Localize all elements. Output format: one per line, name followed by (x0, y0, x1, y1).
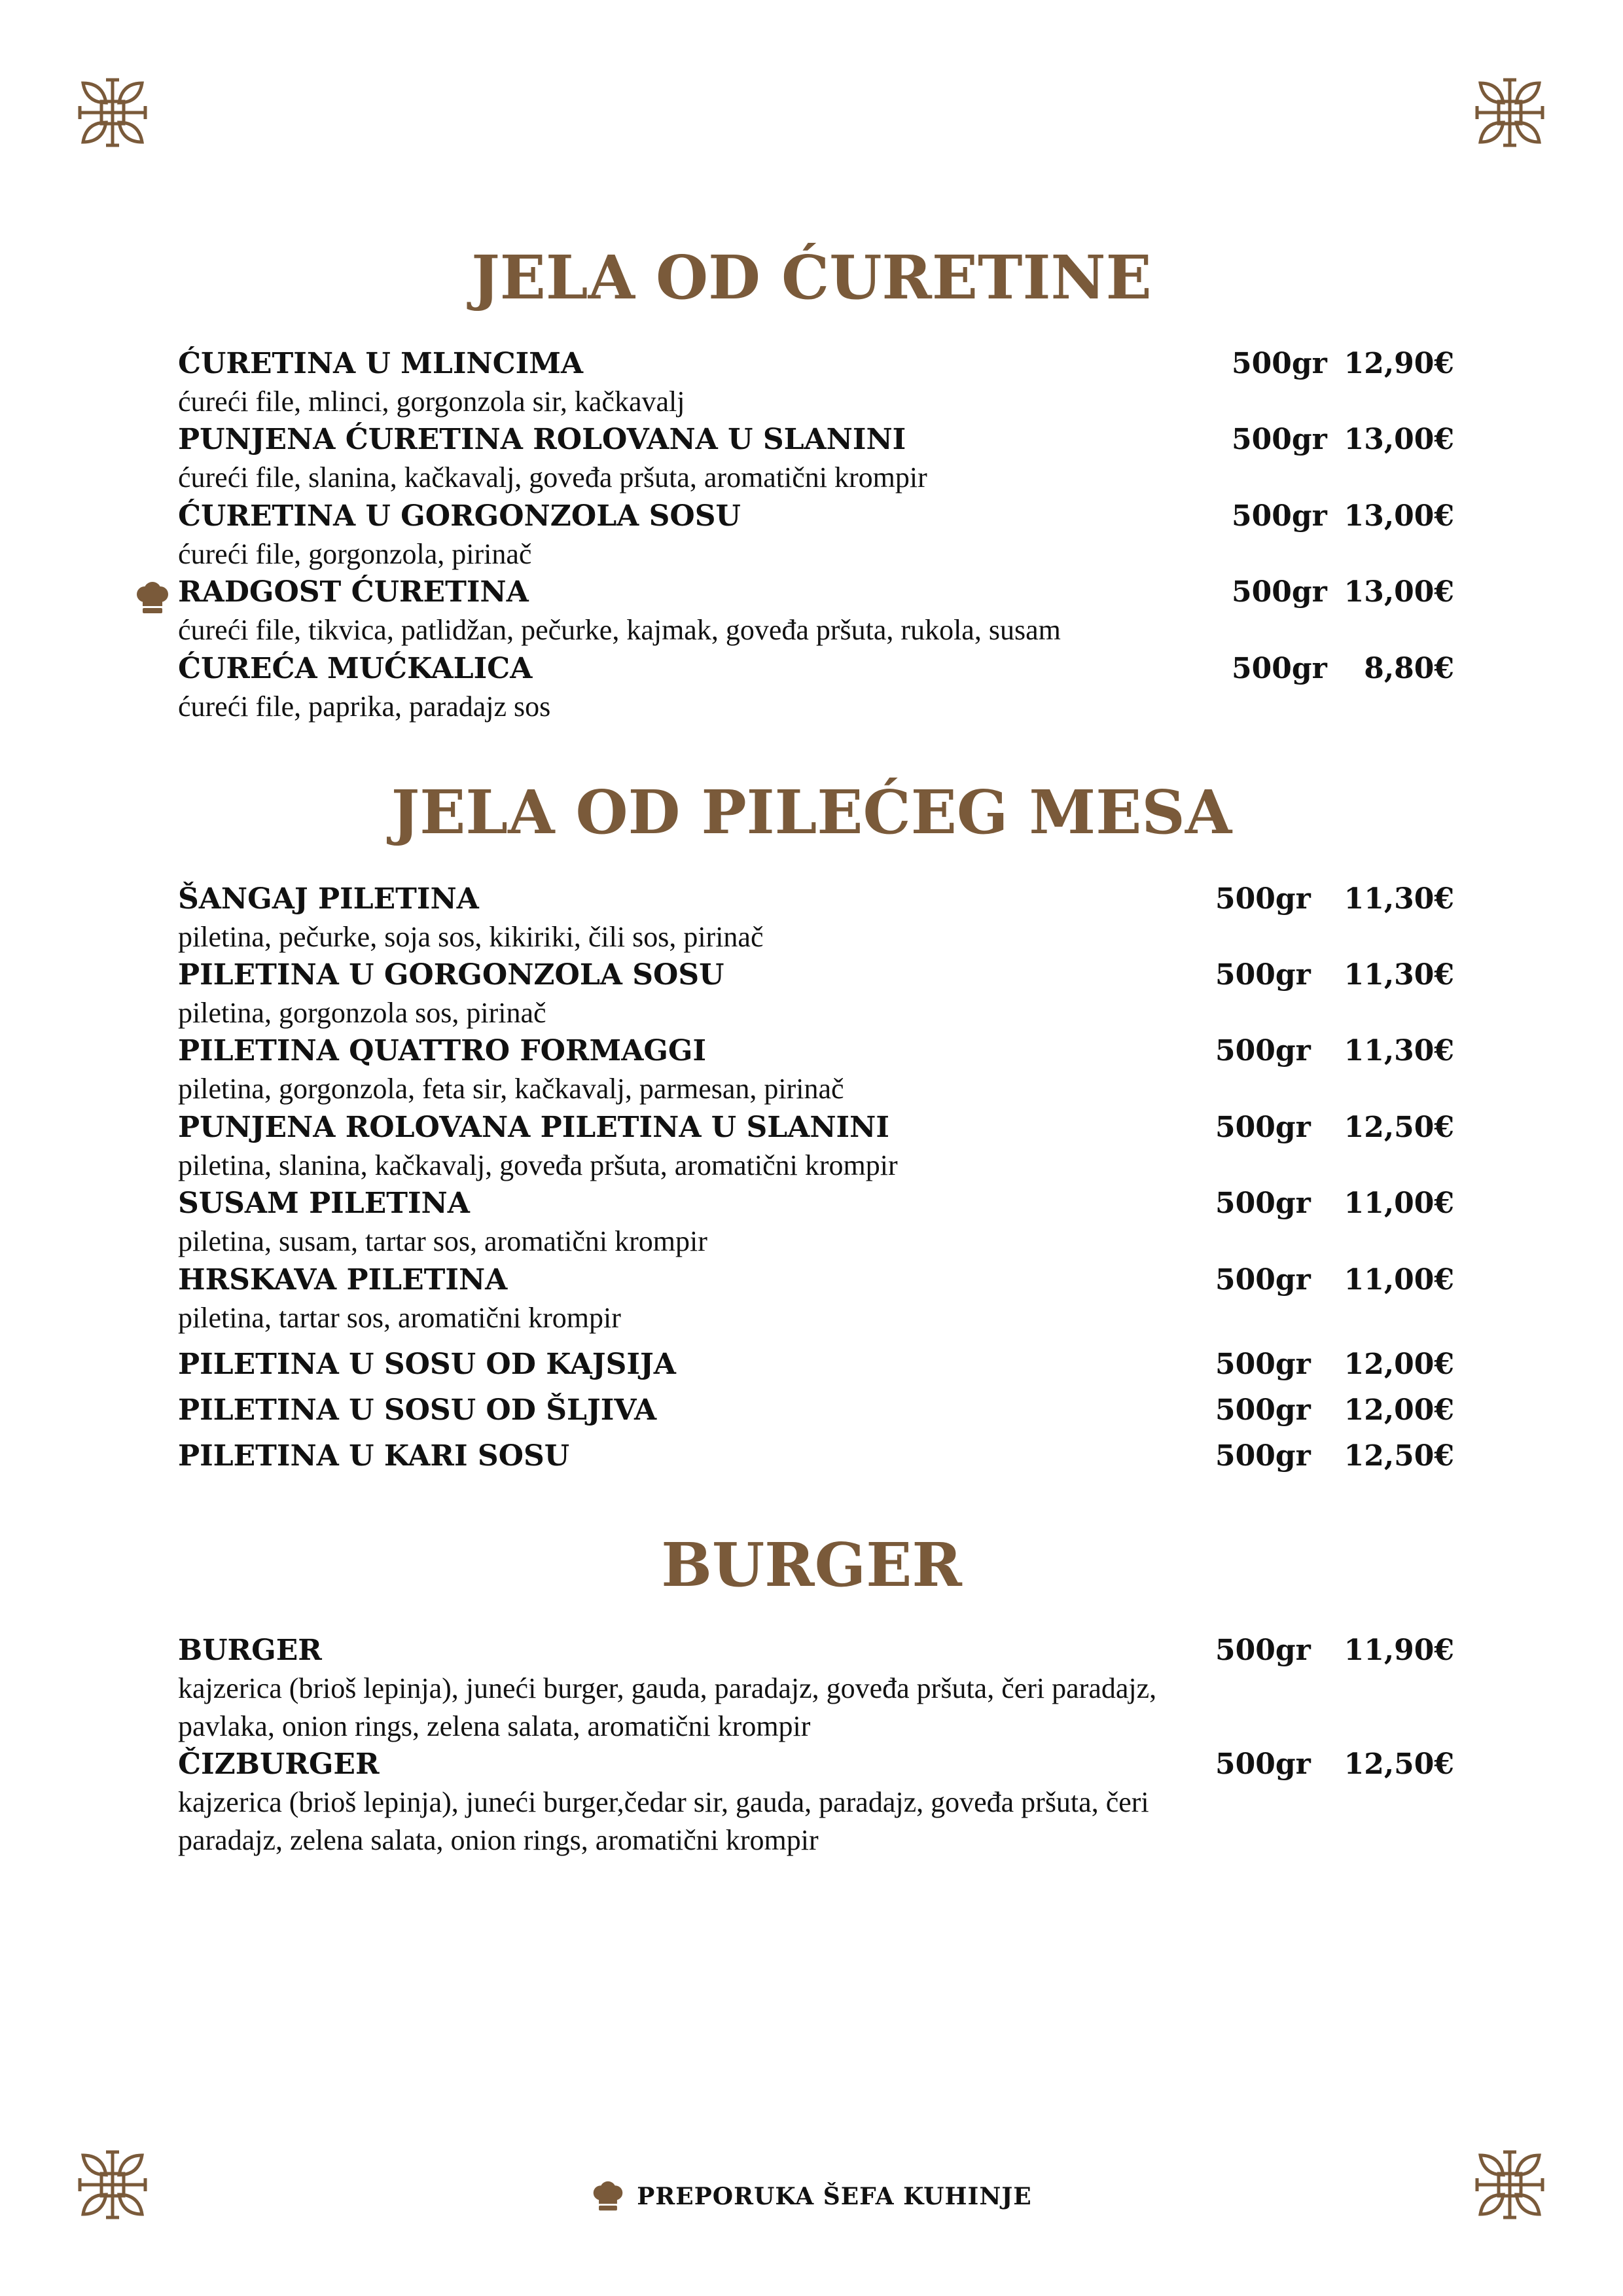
menu-item (178, 1109, 1454, 1185)
menu-item (178, 1632, 1454, 1746)
corner-ornament-icon (1474, 77, 1546, 149)
item-name: RADGOST ĆURETINA (178, 575, 529, 609)
item-name: PILETINA QUATTRO FORMAGGI (178, 1034, 707, 1067)
item-price: 12,50€ (1344, 1439, 1454, 1473)
menu-item (178, 1185, 1454, 1261)
item-weight: 500gr (1215, 1263, 1311, 1297)
item-name: PILETINA U SOSU OD KAJSIJA (178, 1348, 676, 1381)
item-price: 11,00€ (1344, 1187, 1454, 1220)
item-description: ćureći file, gorgonzola, pirinač (178, 538, 532, 570)
item-weight: 500gr (1215, 1393, 1311, 1427)
item-price: 12,50€ (1344, 1111, 1454, 1144)
item-description: piletina, susam, tartar sos, aromatični krompir (178, 1225, 707, 1257)
item-description: kajzerica (brioš lepinja), juneći burger, gauda, paradajz, goveđa pršuta, čeri paradajz, pavlaka, onion rings, zelena salata, aromatični krompir (178, 1672, 1157, 1742)
item-weight: 500gr (1215, 1111, 1311, 1144)
item-description: kajzerica (brioš lepinja), juneći burger,čedar sir, gauda, paradajz, goveđa pršuta, čeri paradajz, zelena salata, onion rings, aromatični krompir (178, 1786, 1149, 1856)
menu-item (178, 1437, 1454, 1475)
item-name: ĆURETINA U MLINCIMA (178, 347, 584, 380)
item-weight: 500gr (1215, 1439, 1311, 1473)
item-description: piletina, slanina, kačkavalj, goveđa pršuta, aromatični krompir (178, 1149, 898, 1181)
item-weight: 500gr (1215, 882, 1311, 916)
item-name: ĆURETINA U GORGONZOLA SOSU (178, 499, 741, 533)
menu-item (178, 345, 1454, 421)
menu-item (178, 1346, 1454, 1384)
menu-item (178, 573, 1454, 649)
item-name: PUNJENA ĆURETINA ROLOVANA U SLANINI (178, 423, 906, 456)
item-price: 11,30€ (1344, 1034, 1454, 1067)
item-weight: 500gr (1232, 347, 1327, 380)
menu-item (178, 1261, 1454, 1337)
menu-item (178, 497, 1454, 573)
item-price: 13,00€ (1344, 423, 1454, 456)
menu-item (178, 1746, 1454, 1859)
footer-legend-text: PREPORUKA ŠEFA KUHINJE (637, 2183, 1032, 2210)
item-description: ćureći file, tikvica, patlidžan, pečurke, kajmak, goveđa pršuta, rukola, susam (178, 614, 1061, 646)
item-name: ĆUREĆA MUĆKALICA (178, 652, 533, 685)
footer-legend (0, 2179, 1623, 2216)
menu-item (178, 880, 1454, 956)
item-price: 8,80€ (1364, 652, 1454, 685)
item-description: ćureći file, paprika, paradajz sos (178, 691, 551, 723)
item-description: piletina, pečurke, soja sos, kikiriki, čili sos, pirinač (178, 921, 764, 953)
menu-item (178, 956, 1454, 1032)
item-name: ŠANGAJ PILETINA (178, 882, 479, 916)
item-name: ČIZBURGER (178, 1748, 380, 1781)
item-description: piletina, gorgonzola, feta sir, kačkavalj, parmesan, pirinač (178, 1073, 844, 1105)
item-price: 12,90€ (1344, 347, 1454, 380)
item-price: 11,30€ (1344, 882, 1454, 916)
item-price: 11,90€ (1344, 1634, 1454, 1667)
item-price: 11,30€ (1344, 958, 1454, 992)
menu-item (178, 1391, 1454, 1429)
chef-hat-icon (134, 580, 171, 617)
item-price: 13,00€ (1344, 499, 1454, 533)
item-weight: 500gr (1232, 652, 1327, 685)
item-description: ćureći file, slanina, kačkavalj, goveđa pršuta, aromatični krompir (178, 461, 927, 493)
menu-item (178, 421, 1454, 497)
item-price: 13,00€ (1344, 575, 1454, 609)
item-weight: 500gr (1232, 499, 1327, 533)
item-description: piletina, tartar sos, aromatični krompir (178, 1302, 621, 1334)
corner-ornament-icon (77, 77, 149, 149)
item-name: PILETINA U KARI SOSU (178, 1439, 570, 1473)
item-description: ćureći file, mlinci, gorgonzola sir, kačkavalj (178, 386, 685, 418)
item-weight: 500gr (1232, 423, 1327, 456)
menu-item (178, 1032, 1454, 1108)
item-weight: 500gr (1232, 575, 1327, 609)
item-name: PUNJENA ROLOVANA PILETINA U SLANINI (178, 1111, 889, 1144)
section-title-burger: BURGER (661, 1530, 962, 1600)
item-weight: 500gr (1215, 1748, 1311, 1781)
item-description: piletina, gorgonzola sos, pirinač (178, 997, 546, 1029)
menu-item (178, 650, 1454, 726)
item-name: PILETINA U SOSU OD ŠLJIVA (178, 1393, 657, 1427)
section-title-turkey: JELA OD ĆURETINE (471, 242, 1152, 313)
item-name: BURGER (178, 1634, 322, 1667)
item-weight: 500gr (1215, 958, 1311, 992)
item-name: SUSAM PILETINA (178, 1187, 470, 1220)
item-name: PILETINA U GORGONZOLA SOSU (178, 958, 724, 992)
item-price: 11,00€ (1344, 1263, 1454, 1297)
item-weight: 500gr (1215, 1634, 1311, 1667)
item-weight: 500gr (1215, 1348, 1311, 1381)
item-weight: 500gr (1215, 1187, 1311, 1220)
chef-hat-icon (591, 2179, 625, 2214)
item-weight: 500gr (1215, 1034, 1311, 1067)
section-title-chicken: JELA OD PILEĆEG MESA (391, 777, 1232, 848)
item-price: 12,00€ (1344, 1348, 1454, 1381)
item-price: 12,00€ (1344, 1393, 1454, 1427)
item-name: HRSKAVA PILETINA (178, 1263, 508, 1297)
item-price: 12,50€ (1344, 1748, 1454, 1781)
